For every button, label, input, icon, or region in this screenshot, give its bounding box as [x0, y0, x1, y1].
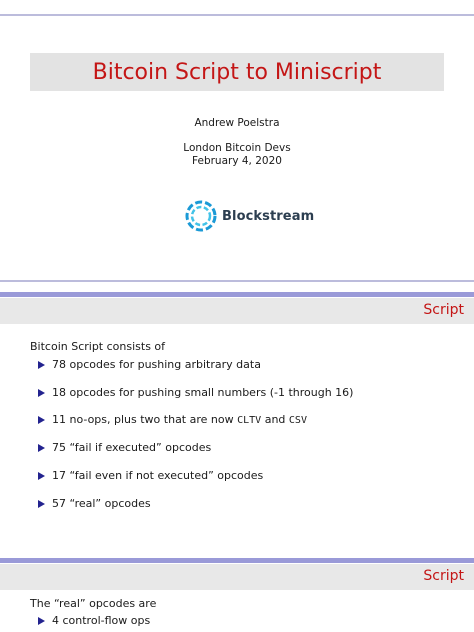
slide3-top-rule — [0, 558, 474, 563]
list-item — [38, 614, 150, 627]
code-csv: CSV — [288, 415, 307, 426]
bullet-triangle-icon — [38, 472, 45, 480]
blockstream-ring-icon — [184, 198, 218, 234]
title-box — [30, 53, 444, 91]
bullet-triangle-icon — [38, 444, 45, 452]
bullet-triangle-icon — [38, 617, 45, 625]
list-item-text: 18 opcodes for pushing small numbers (-1 through 16) — [52, 386, 354, 399]
bullet-triangle-icon — [38, 500, 45, 508]
slide3-intro: The “real” opcodes are — [30, 597, 157, 610]
list-item-text: 78 opcodes for pushing arbitrary data — [52, 358, 261, 371]
slide-bottom-rule — [0, 280, 474, 282]
list-item — [38, 358, 261, 371]
venue: London Bitcoin Devs — [183, 142, 291, 154]
list-item — [38, 386, 353, 399]
list-item-text: 75 “fail if executed” opcodes — [52, 441, 212, 454]
bullet-triangle-icon — [38, 389, 45, 397]
list-item-text: 4 control-flow ops — [52, 614, 151, 627]
list-item — [38, 497, 151, 510]
slide2-top-rule — [0, 292, 474, 297]
list-item-text: 17 “fail even if not executed” opcodes — [52, 469, 264, 482]
bullet-triangle-icon — [38, 361, 45, 369]
list-item — [38, 413, 307, 426]
slide3-header-bar — [0, 564, 474, 590]
slide2-header-title: Script — [423, 302, 464, 318]
code-cltv: CLTV — [237, 415, 262, 426]
list-item-text: 57 “real” opcodes — [52, 497, 151, 510]
slide2-intro: Bitcoin Script consists of — [30, 340, 166, 353]
list-item-text: 11 no-ops, plus two that are now CLTV and CSV — [52, 413, 307, 426]
slide2-header-bar — [0, 298, 474, 324]
date: February 4, 2020 — [192, 155, 282, 167]
bullet-triangle-icon — [38, 416, 45, 424]
list-item — [38, 441, 211, 454]
blockstream-logo — [184, 198, 314, 234]
slide-top-rule — [0, 14, 474, 16]
list-item — [38, 469, 263, 482]
author: Andrew Poelstra — [194, 117, 280, 129]
logo-text: Blockstream — [222, 208, 315, 224]
slide3-header-title: Script — [423, 568, 464, 584]
slide-title: Bitcoin Script to Miniscript — [92, 59, 382, 85]
